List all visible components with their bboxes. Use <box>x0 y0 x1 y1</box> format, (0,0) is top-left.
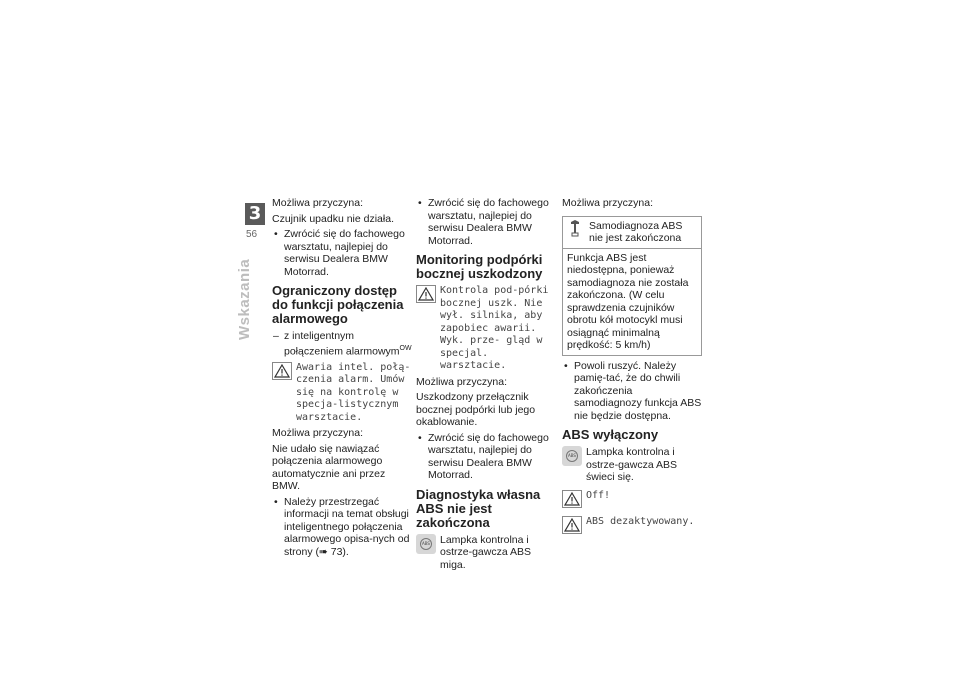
cause-label: Możliwa przyczyna: <box>416 375 508 388</box>
warning-row <box>416 285 556 373</box>
warning-triangle-icon <box>272 362 292 380</box>
info-table-title: Samodiagnoza ABS nie jest zakończona <box>589 219 683 244</box>
section-heading: ABS wyłączony <box>562 427 659 442</box>
abs-lamp-row <box>562 446 702 484</box>
section-heading: Ograniczony dostęp do funkcji połączenia alarmowego <box>272 283 404 326</box>
section-heading: Monitoring podpórki bocznej uszkodzony <box>416 252 543 281</box>
cause-text: Uszkodzony przełącznik bocznej podpórki lub jego okablowanie. <box>416 391 536 428</box>
abs-lamp-text: Lampka kontrolna i ostrze-gawcza ABS miga. <box>440 533 532 571</box>
bullet-item: • Zwrócić się do fachowego warsztatu, najlepiej do serwisu Dealera BMW Motorrad. <box>272 228 412 278</box>
cause-label: Możliwa przyczyna: <box>562 197 654 209</box>
warning-triangle-icon <box>562 490 582 508</box>
cause-label: Możliwa przyczyna: <box>272 197 364 209</box>
wrench-tool-icon <box>567 220 583 242</box>
column-3 <box>562 197 702 537</box>
warning-message: Awaria intel. połą-czenia alarm. Umów się na kontrolę w specja-listycznym warsztacie. <box>296 361 411 423</box>
warning-row <box>562 516 702 534</box>
info-table-body: Funkcja ABS jest niedostępna, ponieważ samodiagnoza nie została zakończona. (W celu sprawdzenia czujników obrotu kół motocykl musi osiągnąć minimalną prędkość: 5 km/h) <box>563 248 701 355</box>
info-table-header <box>563 217 701 248</box>
bullet-item: • Zwrócić się do fachowego warsztatu, najlepiej do serwisu Dealera BMW Motorrad. <box>416 197 556 247</box>
cause-text: Czujnik upadku nie działa. <box>272 212 394 225</box>
dash-sup: OW <box>399 344 412 352</box>
warning-row <box>272 362 412 425</box>
dash-item <box>272 330 412 358</box>
warning-triangle-icon <box>416 285 436 303</box>
column-1 <box>272 197 412 561</box>
warning-message: Kontrola pod-pórki bocznej uszk. Nie wył. silnika, aby zapobiec awarii. Wyk. prze- gląd w specjal. warsztacie. <box>440 285 549 371</box>
warning-message: Off! <box>586 489 611 501</box>
chapter-tab: 3 <box>245 203 265 225</box>
dash-text: z inteligentnym połączeniem alarmowym <box>284 330 400 357</box>
page-number: 56 <box>246 229 258 240</box>
cause-label: Możliwa przyczyna: <box>272 427 364 439</box>
info-table <box>562 216 702 356</box>
page-reference-link[interactable]: (➠ 73). <box>315 545 349 558</box>
abs-lamp-icon: ABS <box>562 446 582 466</box>
column-2 <box>416 197 556 574</box>
bullet-text: Należy przestrzegać informacji na temat obsługi inteligentnego połączenia alarmowego opisa-nych od strony <box>284 495 410 558</box>
abs-lamp-row <box>416 534 556 572</box>
bullet-item <box>272 496 412 559</box>
warning-message: ABS dezaktywowany. <box>586 515 695 527</box>
warning-triangle-icon <box>562 516 582 534</box>
section-label: Wskazania <box>236 258 253 340</box>
cause-text: Nie udało się nawiązać połączenia alarmowego automatycznie ani przez BMW. <box>272 442 386 492</box>
bullet-item: • Powoli ruszyć. Należy pamię-tać, że do chwili zakończenia samodiagnozy funkcja ABS nie będzie dostępna. <box>562 360 702 423</box>
warning-row <box>562 490 702 508</box>
bullet-item: • Zwrócić się do fachowego warsztatu, najlepiej do serwisu Dealera BMW Motorrad. <box>416 432 556 482</box>
abs-lamp-icon: ABS <box>416 534 436 554</box>
abs-lamp-text: Lampka kontrolna i ostrze-gawcza ABS świeci się. <box>586 446 678 483</box>
section-heading: Diagnostyka własna ABS nie jest zakończona <box>416 486 541 530</box>
